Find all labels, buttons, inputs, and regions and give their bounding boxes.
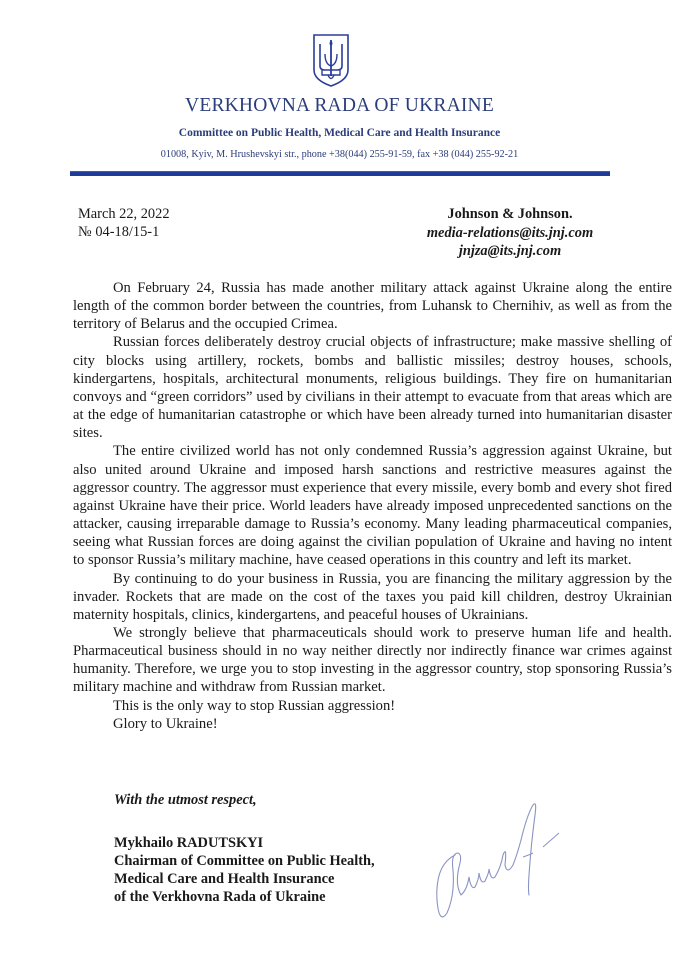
recipient-name: Johnson & Johnson. xyxy=(447,206,573,222)
signer-name: Mykhailo RADUTSKYI xyxy=(114,835,264,851)
committee-address: 01008, Kyiv, M. Hrushevskyi str., phone +38(044) 255-91-59, fax +38 (044) 255-92-21 xyxy=(160,149,519,160)
signer-title-line: of the Verkhovna Rada of Ukraine xyxy=(114,889,326,905)
letter-date: March 22, 2022 xyxy=(78,206,170,222)
body-paragraph: Russian forces deliberately destroy crucial objects of infrastructure; make massive shelling of city blocks using artillery, rockets, bombs and ballistic missiles; destroy houses, schools, kindergartens, hospitals, architectural monuments, religious buildings. They fire on humanitarian convoys and “green corridors” used by civilians in their attempt to evacuate from that areas which are at the edge of humanitarian catastrophe or which have been already turned into humanitarian disaster sites. xyxy=(73,334,672,442)
date-block xyxy=(78,205,170,241)
closing-salutation: With the utmost respect, xyxy=(114,792,257,808)
body-paragraph: By continuing to do your business in Russia, you are financing the military aggression by the invader. Rockets that are made on the cost of the taxes you paid kill children, destroy Ukrainian maternity hospitals, clinics, kindergartens, and peaceful houses of Ukrainians. xyxy=(73,570,672,623)
header-divider xyxy=(70,171,610,176)
body-paragraph: We strongly believe that pharmaceuticals should work to preserve human life and health. Pharmaceutical business should in no way neither directly nor indirectly finance war crimes against humanity. Therefore, we urge you to stop investing in the aggressor country, stop sponsoring Russia’s military machine and withdraw from Russian market. xyxy=(73,624,672,696)
body-paragraph: This is the only way to stop Russian aggression! xyxy=(113,697,396,714)
body-paragraph: On February 24, Russia has made another military attack against Ukraine along the entire length of the common border between the countries, from Luhansk to Chernihiv, as well as from the territory of Belarus and the occupied Crimea. xyxy=(73,280,672,333)
trident-coat-of-arms-icon xyxy=(311,32,351,88)
organization-title: VERKHOVNA RADA OF UKRAINE xyxy=(185,95,494,116)
letter-body xyxy=(73,279,672,733)
signer-title-line: Chairman of Committee on Public Health, xyxy=(114,853,375,869)
reference-number: № 04-18/15-1 xyxy=(78,224,160,240)
recipient-email: jnjza@its.jnj.com xyxy=(458,243,562,259)
recipient-block xyxy=(390,205,630,261)
committee-name: Committee on Public Health, Medical Care and Health Insurance xyxy=(178,127,501,139)
recipient-email: media-relations@its.jnj.com xyxy=(426,224,594,241)
signer-block xyxy=(114,834,375,906)
handwritten-signature xyxy=(425,795,575,930)
body-paragraph: Glory to Ukraine! xyxy=(113,715,218,732)
signer-title-line: Medical Care and Health Insurance xyxy=(114,871,335,887)
body-paragraph: The entire civilized world has not only condemned Russia’s aggression against Ukraine, but also united around Ukraine and imposed harsh sanctions and restrictive measures against the aggressor country. The aggressor must experience that every missile, every bomb and every shot fired against Ukraine have their price. World leaders have already imposed unprecedented sanctions on the attacker, causing irreparable damage to Russia’s economy. Many leading pharmaceutical companies, seeing what Russian forces are doing against the civilian population of Ukraine and having no intent to sponsor Russia’s military machine, have ceased operations in this country and left its market. xyxy=(73,443,672,569)
